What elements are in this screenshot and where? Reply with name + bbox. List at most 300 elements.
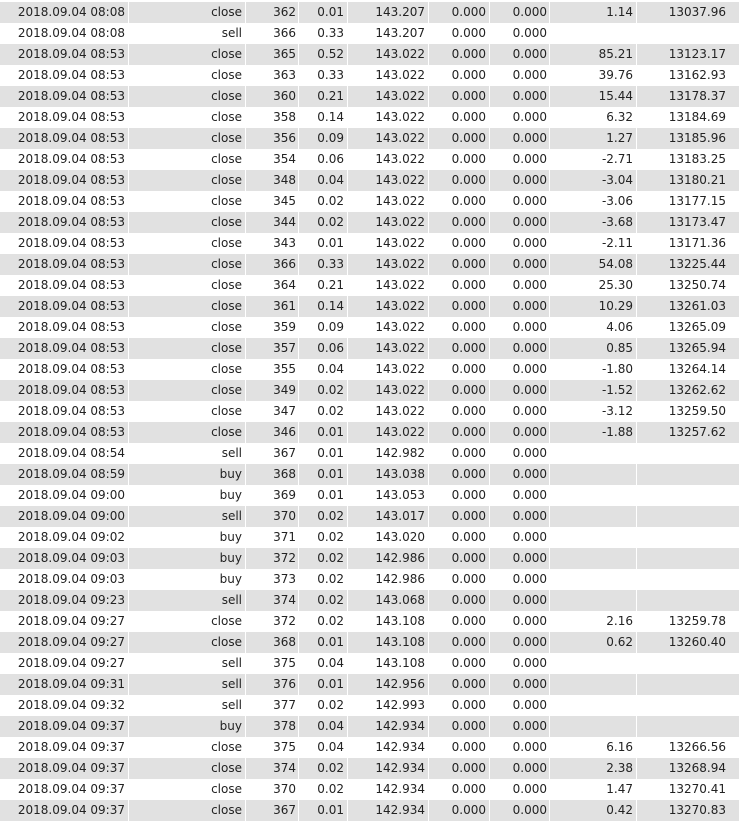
column-divider <box>636 632 637 653</box>
cell-type: buy <box>219 488 242 502</box>
column-divider <box>489 254 490 275</box>
cell-profit: 1.14 <box>606 5 633 19</box>
table-row[interactable] <box>0 2 739 23</box>
table-row[interactable] <box>0 548 739 569</box>
column-divider <box>549 275 550 296</box>
cell-profit: 0.85 <box>606 341 633 355</box>
cell-balance: 13183.25 <box>668 152 726 166</box>
cell-sl: 0.000 <box>451 740 486 754</box>
column-divider <box>489 44 490 65</box>
cell-tp: 0.000 <box>512 740 547 754</box>
table-row[interactable] <box>0 695 739 716</box>
cell-time: 2018.09.04 09:00 <box>17 488 125 502</box>
column-divider <box>298 422 299 443</box>
column-divider <box>549 632 550 653</box>
table-row[interactable] <box>0 380 739 401</box>
column-divider <box>245 779 246 800</box>
column-divider <box>245 716 246 737</box>
column-divider <box>549 23 550 44</box>
cell-profit <box>552 485 633 506</box>
cell-order: 372 <box>273 614 296 628</box>
table-row[interactable] <box>0 611 739 632</box>
cell-type: close <box>211 47 242 61</box>
cell-time: 2018.09.04 08:53 <box>17 362 125 376</box>
cell-order: 349 <box>273 383 296 397</box>
table-row[interactable] <box>0 275 739 296</box>
cell-order: 355 <box>273 362 296 376</box>
cell-profit: 2.38 <box>606 761 633 775</box>
cell-size: 0.01 <box>317 236 344 250</box>
column-divider <box>245 506 246 527</box>
cell-type: sell <box>221 593 242 607</box>
cell-tp: 0.000 <box>512 782 547 796</box>
cell-order: 370 <box>273 509 296 523</box>
cell-sl: 0.000 <box>451 635 486 649</box>
table-row[interactable] <box>0 464 739 485</box>
table-row[interactable] <box>0 653 739 674</box>
column-divider <box>298 149 299 170</box>
column-divider <box>489 107 490 128</box>
cell-time: 2018.09.04 08:53 <box>17 89 125 103</box>
column-divider <box>549 464 550 485</box>
column-divider <box>128 464 129 485</box>
cell-price: 143.022 <box>375 278 425 292</box>
column-divider <box>636 464 637 485</box>
cell-balance <box>638 569 726 590</box>
cell-type: close <box>211 782 242 796</box>
column-divider <box>347 737 348 758</box>
column-divider <box>549 506 550 527</box>
cell-type: close <box>211 173 242 187</box>
cell-order: 374 <box>273 593 296 607</box>
cell-profit <box>552 674 633 695</box>
cell-time: 2018.09.04 08:53 <box>17 341 125 355</box>
cell-price: 143.022 <box>375 89 425 103</box>
cell-type: sell <box>221 698 242 712</box>
column-divider <box>636 611 637 632</box>
cell-time: 2018.09.04 09:00 <box>17 509 125 523</box>
cell-balance: 13265.09 <box>668 320 726 334</box>
cell-type: close <box>211 131 242 145</box>
column-divider <box>636 401 637 422</box>
cell-tp: 0.000 <box>512 26 547 40</box>
column-divider <box>636 275 637 296</box>
column-divider <box>347 758 348 779</box>
column-divider <box>489 464 490 485</box>
cell-tp: 0.000 <box>512 803 547 817</box>
cell-type: close <box>211 299 242 313</box>
column-divider <box>347 380 348 401</box>
cell-tp: 0.000 <box>512 677 547 691</box>
cell-sl: 0.000 <box>451 89 486 103</box>
column-divider <box>245 44 246 65</box>
column-divider <box>428 359 429 380</box>
column-divider <box>549 800 550 821</box>
table-row[interactable] <box>0 191 739 212</box>
table-row[interactable] <box>0 317 739 338</box>
cell-profit: -1.80 <box>601 362 633 376</box>
table-row[interactable] <box>0 86 739 107</box>
column-divider <box>298 716 299 737</box>
column-divider <box>489 338 490 359</box>
cell-price: 142.934 <box>375 740 425 754</box>
cell-size: 0.14 <box>317 299 344 313</box>
table-row[interactable] <box>0 254 739 275</box>
cell-profit: 2.16 <box>606 614 633 628</box>
column-divider <box>489 527 490 548</box>
cell-order: 354 <box>273 152 296 166</box>
cell-sl: 0.000 <box>451 173 486 187</box>
table-row[interactable] <box>0 338 739 359</box>
column-divider <box>428 212 429 233</box>
table-row[interactable] <box>0 800 739 821</box>
cell-price: 142.982 <box>375 446 425 460</box>
cell-balance <box>638 506 726 527</box>
cell-balance: 13262.62 <box>668 383 726 397</box>
cell-balance: 13185.96 <box>668 131 726 145</box>
cell-time: 2018.09.04 08:53 <box>17 236 125 250</box>
column-divider <box>128 44 129 65</box>
cell-balance: 13260.40 <box>668 635 726 649</box>
column-divider <box>298 317 299 338</box>
cell-price: 143.022 <box>375 404 425 418</box>
cell-balance <box>638 464 726 485</box>
column-divider <box>428 632 429 653</box>
cell-sl: 0.000 <box>451 677 486 691</box>
column-divider <box>245 380 246 401</box>
cell-tp: 0.000 <box>512 173 547 187</box>
column-divider <box>428 2 429 23</box>
table-row[interactable] <box>0 170 739 191</box>
cell-time: 2018.09.04 08:53 <box>17 152 125 166</box>
cell-tp: 0.000 <box>512 488 547 502</box>
table-row[interactable] <box>0 128 739 149</box>
column-divider <box>298 590 299 611</box>
cell-tp: 0.000 <box>512 299 547 313</box>
table-row[interactable] <box>0 149 739 170</box>
cell-sl: 0.000 <box>451 656 486 670</box>
column-divider <box>347 527 348 548</box>
column-divider <box>347 800 348 821</box>
cell-balance: 13266.56 <box>668 740 726 754</box>
cell-sl: 0.000 <box>451 47 486 61</box>
column-divider <box>636 2 637 23</box>
column-divider <box>128 653 129 674</box>
column-divider <box>128 737 129 758</box>
column-divider <box>245 233 246 254</box>
column-divider <box>636 86 637 107</box>
cell-time: 2018.09.04 08:59 <box>17 467 125 481</box>
cell-price: 142.986 <box>375 551 425 565</box>
column-divider <box>636 590 637 611</box>
cell-tp: 0.000 <box>512 551 547 565</box>
column-divider <box>489 65 490 86</box>
column-divider <box>298 506 299 527</box>
cell-size: 0.21 <box>317 89 344 103</box>
column-divider <box>245 443 246 464</box>
cell-tp: 0.000 <box>512 257 547 271</box>
cell-order: 372 <box>273 551 296 565</box>
column-divider <box>428 611 429 632</box>
column-divider <box>428 149 429 170</box>
table-row[interactable] <box>0 632 739 653</box>
cell-sl: 0.000 <box>451 26 486 40</box>
table-row[interactable] <box>0 443 739 464</box>
column-divider <box>428 170 429 191</box>
column-divider <box>245 317 246 338</box>
column-divider <box>245 191 246 212</box>
cell-order: 369 <box>273 488 296 502</box>
cell-size: 0.33 <box>317 257 344 271</box>
cell-order: 371 <box>273 530 296 544</box>
cell-balance: 13177.15 <box>668 194 726 208</box>
column-divider <box>128 2 129 23</box>
column-divider <box>636 548 637 569</box>
cell-order: 357 <box>273 341 296 355</box>
cell-time: 2018.09.04 09:31 <box>17 677 125 691</box>
cell-balance: 13171.36 <box>668 236 726 250</box>
column-divider <box>347 779 348 800</box>
column-divider <box>428 317 429 338</box>
cell-size: 0.02 <box>317 404 344 418</box>
column-divider <box>245 359 246 380</box>
column-divider <box>636 128 637 149</box>
cell-time: 2018.09.04 09:37 <box>17 740 125 754</box>
table-row[interactable] <box>0 758 739 779</box>
cell-type: close <box>211 278 242 292</box>
column-divider <box>549 653 550 674</box>
cell-profit <box>552 653 633 674</box>
table-row[interactable] <box>0 23 739 44</box>
column-divider <box>298 191 299 212</box>
cell-price: 143.022 <box>375 110 425 124</box>
column-divider <box>298 443 299 464</box>
table-row[interactable] <box>0 716 739 737</box>
cell-order: 368 <box>273 467 296 481</box>
cell-profit <box>552 23 633 44</box>
cell-balance: 13259.50 <box>668 404 726 418</box>
column-divider <box>549 401 550 422</box>
column-divider <box>128 128 129 149</box>
column-divider <box>549 758 550 779</box>
column-divider <box>489 611 490 632</box>
cell-sl: 0.000 <box>451 299 486 313</box>
cell-type: close <box>211 341 242 355</box>
column-divider <box>298 212 299 233</box>
column-divider <box>298 44 299 65</box>
column-divider <box>489 170 490 191</box>
column-divider <box>428 275 429 296</box>
cell-price: 143.022 <box>375 383 425 397</box>
cell-sl: 0.000 <box>451 68 486 82</box>
table-row[interactable] <box>0 401 739 422</box>
cell-size: 0.04 <box>317 740 344 754</box>
cell-profit: -3.68 <box>601 215 633 229</box>
column-divider <box>347 590 348 611</box>
column-divider <box>128 254 129 275</box>
column-divider <box>549 233 550 254</box>
cell-profit: -3.04 <box>601 173 633 187</box>
column-divider <box>636 317 637 338</box>
cell-balance: 13270.83 <box>668 803 726 817</box>
column-divider <box>128 632 129 653</box>
cell-type: sell <box>221 509 242 523</box>
column-divider <box>428 800 429 821</box>
cell-time: 2018.09.04 09:27 <box>17 614 125 628</box>
cell-sl: 0.000 <box>451 362 486 376</box>
column-divider <box>347 674 348 695</box>
column-divider <box>128 527 129 548</box>
cell-sl: 0.000 <box>451 194 486 208</box>
cell-size: 0.04 <box>317 362 344 376</box>
cell-type: sell <box>221 677 242 691</box>
cell-type: buy <box>219 719 242 733</box>
column-divider <box>489 758 490 779</box>
cell-time: 2018.09.04 09:23 <box>17 593 125 607</box>
table-row[interactable] <box>0 527 739 548</box>
cell-profit: 6.16 <box>606 740 633 754</box>
column-divider <box>489 737 490 758</box>
cell-size: 0.01 <box>317 446 344 460</box>
cell-order: 370 <box>273 782 296 796</box>
cell-balance <box>638 653 726 674</box>
column-divider <box>245 338 246 359</box>
column-divider <box>428 653 429 674</box>
cell-tp: 0.000 <box>512 572 547 586</box>
column-divider <box>549 527 550 548</box>
table-row[interactable] <box>0 779 739 800</box>
cell-balance <box>638 23 726 44</box>
cell-order: 366 <box>273 257 296 271</box>
column-divider <box>636 233 637 254</box>
cell-order: 378 <box>273 719 296 733</box>
cell-order: 347 <box>273 404 296 418</box>
table-row[interactable] <box>0 590 739 611</box>
cell-time: 2018.09.04 08:08 <box>17 5 125 19</box>
table-row[interactable] <box>0 359 739 380</box>
cell-price: 143.022 <box>375 215 425 229</box>
column-divider <box>549 443 550 464</box>
table-row[interactable] <box>0 506 739 527</box>
cell-time: 2018.09.04 09:02 <box>17 530 125 544</box>
cell-tp: 0.000 <box>512 719 547 733</box>
cell-profit <box>552 443 633 464</box>
table-row[interactable] <box>0 107 739 128</box>
table-row[interactable] <box>0 212 739 233</box>
column-divider <box>636 359 637 380</box>
column-divider <box>347 65 348 86</box>
table-row[interactable] <box>0 296 739 317</box>
cell-sl: 0.000 <box>451 152 486 166</box>
cell-size: 0.09 <box>317 320 344 334</box>
table-row[interactable] <box>0 674 739 695</box>
column-divider <box>128 296 129 317</box>
cell-balance <box>638 590 726 611</box>
cell-sl: 0.000 <box>451 530 486 544</box>
column-divider <box>636 107 637 128</box>
table-row[interactable] <box>0 422 739 443</box>
cell-sl: 0.000 <box>451 698 486 712</box>
cell-time: 2018.09.04 08:53 <box>17 320 125 334</box>
cell-price: 142.934 <box>375 782 425 796</box>
cell-price: 143.022 <box>375 47 425 61</box>
cell-sl: 0.000 <box>451 803 486 817</box>
cell-size: 0.04 <box>317 173 344 187</box>
cell-order: 375 <box>273 740 296 754</box>
column-divider <box>347 170 348 191</box>
cell-type: buy <box>219 572 242 586</box>
cell-order: 348 <box>273 173 296 187</box>
cell-price: 143.022 <box>375 194 425 208</box>
table-row[interactable] <box>0 737 739 758</box>
table-row[interactable] <box>0 65 739 86</box>
cell-price: 142.934 <box>375 761 425 775</box>
cell-size: 0.14 <box>317 110 344 124</box>
cell-price: 143.022 <box>375 320 425 334</box>
cell-price: 142.934 <box>375 803 425 817</box>
column-divider <box>489 359 490 380</box>
cell-profit: -2.71 <box>601 152 633 166</box>
column-divider <box>298 380 299 401</box>
cell-tp: 0.000 <box>512 131 547 145</box>
column-divider <box>128 548 129 569</box>
cell-time: 2018.09.04 09:37 <box>17 782 125 796</box>
column-divider <box>347 506 348 527</box>
table-row[interactable] <box>0 569 739 590</box>
column-divider <box>128 401 129 422</box>
table-row[interactable] <box>0 233 739 254</box>
cell-time: 2018.09.04 09:27 <box>17 656 125 670</box>
cell-profit <box>552 695 633 716</box>
column-divider <box>428 65 429 86</box>
column-divider <box>636 695 637 716</box>
cell-profit: 4.06 <box>606 320 633 334</box>
cell-price: 143.022 <box>375 299 425 313</box>
cell-balance: 13162.93 <box>668 68 726 82</box>
cell-tp: 0.000 <box>512 89 547 103</box>
cell-order: 363 <box>273 68 296 82</box>
column-divider <box>636 485 637 506</box>
cell-size: 0.52 <box>317 47 344 61</box>
cell-size: 0.01 <box>317 5 344 19</box>
cell-order: 373 <box>273 572 296 586</box>
cell-order: 376 <box>273 677 296 691</box>
cell-profit: 10.29 <box>598 299 633 313</box>
cell-price: 143.022 <box>375 362 425 376</box>
column-divider <box>489 653 490 674</box>
column-divider <box>636 170 637 191</box>
table-row[interactable] <box>0 44 739 65</box>
cell-size: 0.02 <box>317 215 344 229</box>
cell-order: 360 <box>273 89 296 103</box>
column-divider <box>428 443 429 464</box>
table-row[interactable] <box>0 485 739 506</box>
cell-type: close <box>211 215 242 229</box>
cell-sl: 0.000 <box>451 110 486 124</box>
cell-tp: 0.000 <box>512 194 547 208</box>
cell-type: close <box>211 152 242 166</box>
cell-time: 2018.09.04 08:53 <box>17 110 125 124</box>
column-divider <box>549 191 550 212</box>
cell-profit <box>552 569 633 590</box>
column-divider <box>428 779 429 800</box>
cell-profit: -3.12 <box>601 404 633 418</box>
column-divider <box>128 149 129 170</box>
column-divider <box>428 296 429 317</box>
cell-sl: 0.000 <box>451 467 486 481</box>
cell-balance: 13270.41 <box>668 782 726 796</box>
cell-time: 2018.09.04 08:53 <box>17 68 125 82</box>
